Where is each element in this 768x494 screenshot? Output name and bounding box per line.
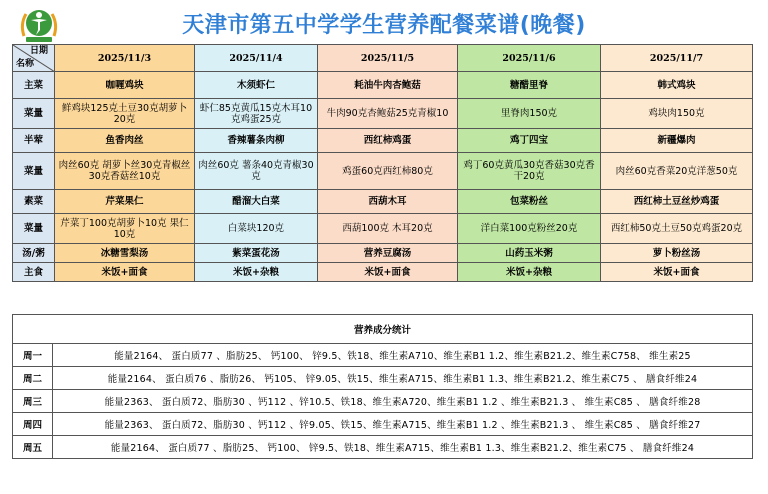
dish-cell: 米饭+面食	[55, 263, 195, 282]
weekday-label: 周五	[13, 436, 53, 459]
dish-cell: 新疆爆肉	[601, 129, 753, 153]
page-title: 天津市第五中学学生营养配餐菜谱(晚餐)	[182, 13, 586, 38]
dish-cell: 包菜粉丝	[458, 190, 601, 214]
menu-row	[13, 214, 753, 244]
portion-cell: 肉丝60克 薯条40克青椒30克	[195, 153, 318, 190]
dish-cell: 西葫木耳	[318, 190, 458, 214]
portion-cell: 鲜鸡块125克土豆30克胡萝卜20克	[55, 99, 195, 129]
dish-cell: 木须虾仁	[195, 72, 318, 99]
nutrition-row	[13, 390, 753, 413]
dish-cell: 米饭+杂粮	[195, 263, 318, 282]
row-label: 主食	[13, 263, 55, 282]
menu-row	[13, 153, 753, 190]
dish-cell: 米饭+面食	[318, 263, 458, 282]
row-label: 菜量	[13, 153, 55, 190]
dish-cell: 咖喱鸡块	[55, 72, 195, 99]
nutrition-values: 能量2164、 蛋白质76 、脂肪26、 钙105、 锌9.05、铁15、维生素A715、维生素B1 1.3、维生素B21.2、维生素C75 、 膳食纤维24	[53, 367, 753, 390]
dish-cell: 韩式鸡块	[601, 72, 753, 99]
row-label: 菜量	[13, 99, 55, 129]
weekday-label: 周四	[13, 413, 53, 436]
menu-row	[13, 244, 753, 263]
weekday-label: 周一	[13, 344, 53, 367]
dish-cell: 糖醋里脊	[458, 72, 601, 99]
dish-cell: 西红柿土豆丝炒鸡蛋	[601, 190, 753, 214]
dish-cell: 鸡丁四宝	[458, 129, 601, 153]
row-label: 主菜	[13, 72, 55, 99]
date-row	[13, 45, 753, 72]
menu-table	[12, 44, 753, 282]
dish-cell: 营养豆腐汤	[318, 244, 458, 263]
portion-cell: 洋白菜100克粉丝20克	[458, 214, 601, 244]
portion-cell: 牛肉90克杏鲍菇25克青椒10	[318, 99, 458, 129]
date-header: 2025/11/6	[458, 45, 601, 72]
menu-row	[13, 99, 753, 129]
nutrition-row	[13, 344, 753, 367]
dish-cell: 西红柿鸡蛋	[318, 129, 458, 153]
portion-cell: 虾仁85克黄瓜15克木耳10克鸡蛋25克	[195, 99, 318, 129]
portion-cell: 鸡块肉150克	[601, 99, 753, 129]
corner-label-name: 名称	[16, 59, 35, 69]
row-label: 菜量	[13, 214, 55, 244]
menu-row	[13, 129, 753, 153]
corner-label-date: 日期	[29, 46, 48, 56]
row-label: 汤/粥	[13, 244, 55, 263]
dish-cell: 鱼香肉丝	[55, 129, 195, 153]
date-header: 2025/11/7	[601, 45, 753, 72]
nutrition-title: 营养成分统计	[13, 315, 753, 344]
dish-cell: 冰糖雪梨汤	[55, 244, 195, 263]
portion-cell: 肉丝60克香菜20克洋葱50克	[601, 153, 753, 190]
nutrition-values: 能量2363、 蛋白质72、脂肪30 、钙112 、锌10.5、铁18、维生素A720、维生素B1 1.2 、维生素B21.3 、 维生素C85 、 膳食纤维28	[53, 390, 753, 413]
portion-cell: 里脊肉150克	[458, 99, 601, 129]
portion-cell: 白菜块120克	[195, 214, 318, 244]
menu-row	[13, 72, 753, 99]
row-label: 素菜	[13, 190, 55, 214]
portion-cell: 芹菜丁100克胡萝卜10克 果仁10克	[55, 214, 195, 244]
nutrition-row	[13, 436, 753, 459]
nutrition-row	[13, 367, 753, 390]
weekday-label: 周三	[13, 390, 53, 413]
date-header: 2025/11/3	[55, 45, 195, 72]
portion-cell: 肉丝60克 胡萝卜丝30克青椒丝30克香菇丝10克	[55, 153, 195, 190]
menu-row	[13, 190, 753, 214]
dish-cell: 米饭+面食	[601, 263, 753, 282]
dish-cell: 耗油牛肉杏鲍菇	[318, 72, 458, 99]
dish-cell: 醋溜大白菜	[195, 190, 318, 214]
row-label: 半荤	[13, 129, 55, 153]
dish-cell: 紫菜蛋花汤	[195, 244, 318, 263]
dish-cell: 山药玉米粥	[458, 244, 601, 263]
portion-cell: 鸡丁60克黄瓜30克香菇30克香干20克	[458, 153, 601, 190]
portion-cell: 西葫100克 木耳20克	[318, 214, 458, 244]
nutrition-table	[12, 314, 753, 459]
nutrition-values: 能量2164、 蛋白质77 、脂肪25、 钙100、 锌9.5、铁18、维生素A715、维生素B1 1.3、维生素B21.2、维生素C75 、 膳食纤维24	[53, 436, 753, 459]
dish-cell: 萝卜粉丝汤	[601, 244, 753, 263]
date-header: 2025/11/4	[195, 45, 318, 72]
nutrition-row	[13, 413, 753, 436]
table-corner-header	[13, 45, 55, 72]
date-header: 2025/11/5	[318, 45, 458, 72]
nutrition-values: 能量2363、 蛋白质72、脂肪30 、钙112 、锌9.05、铁15、维生素A715、维生素B1 1.2 、维生素B21.3 、 维生素C85 、 膳食纤维27	[53, 413, 753, 436]
dish-cell: 香辣薯条肉柳	[195, 129, 318, 153]
nutrition-values: 能量2164、 蛋白质77 、脂肪25、 钙100、 锌9.5、铁18、维生素A710、维生素B1 1.2、维生素B21.2、维生素C758、 维生素25	[53, 344, 753, 367]
dish-cell: 芹菜果仁	[55, 190, 195, 214]
portion-cell: 西红柿50克土豆50克鸡蛋20克	[601, 214, 753, 244]
dish-cell: 米饭+杂粮	[458, 263, 601, 282]
portion-cell: 鸡蛋60克西红柿80克	[318, 153, 458, 190]
weekday-label: 周二	[13, 367, 53, 390]
menu-row	[13, 263, 753, 282]
